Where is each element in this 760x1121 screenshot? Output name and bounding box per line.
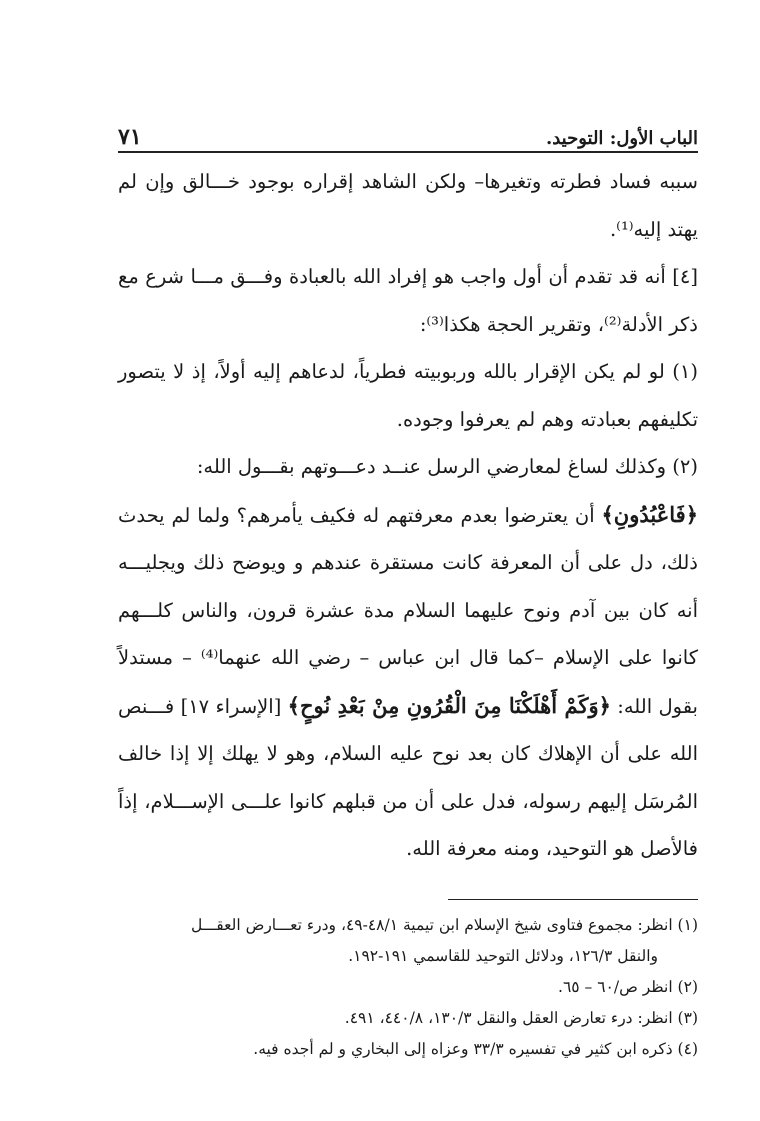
paragraph-5-text-cont: [الإسراء ١٧] فـــنص الله على أن الإهلاك كان بعد نوح عليه السلام، وهو لا يهلك إلا إذا خالف المُرسَل إليهم رسوله، فدل على أن من قبلهم كانوا علـــى الإســـلام، إذاً فالأصل هو التوحيد، ومنه معرفة الله.: [118, 694, 698, 860]
footnote-1: (١) انظر: مجموع فتاوى شيخ الإسلام ابن تيمية ٤٨/١-٤٩، ودرء تعـــارض العقـــل: [190, 915, 698, 934]
footnote-rule: [448, 899, 698, 900]
chapter-title: الباب الأول: التوحيد.: [545, 128, 698, 149]
footnote-3: (٣) انظر: درء تعارض العقل والنقل ١٣٠/٣، ٤٤٠/٨، ٤٩١.: [344, 1008, 698, 1027]
main-text: [118, 158, 698, 873]
paragraph-1: سببه فساد فطرته وتغيرها– ولكن الشاهد إقراره بوجود خـــالق وإن لم يهتد إليه⁽¹⁾.: [118, 170, 698, 241]
quran-verse-2: ﴿وَكَمْ أَهْلَكْنَا مِنَ الْقُرُونِ مِنْ بَعْدِ نُوحٍ﴾: [287, 692, 611, 718]
paragraph-5: [118, 491, 698, 873]
page-number: ٧١: [118, 124, 142, 150]
paragraph-5-text: أن يعترضوا بعدم معرفتهم له فكيف يأمرهم؟ ولما لم يحدث ذلك، دل على أن المعرفة كانت مستقرة عندهم و ويوضح ذلك ويجليـــه أنه كان بين آدم ونوح عليهما السلام مدة عشرة قرون، والناس كلـــهم كانوا على الإسلام –كما قال ابن عباس – رضي الله عنهما⁽⁴⁾ – مستدلاً بقول الله:: [118, 503, 698, 718]
paragraph-4: (٢) وكذلك لساغ لمعارضي الرسل عنــد دعـــوتهم بقـــول الله:: [196, 455, 698, 478]
header-rule: [118, 151, 698, 153]
book-page: [118, 118, 698, 1065]
paragraph-2: [٤] أنه قد تقدم أن أول واجب هو إفراد الله بالعبادة وفـــق مـــا شرع مع ذكر الأدلة⁽²⁾، وتقرير الحجة هكذا⁽³⁾:: [118, 265, 698, 336]
quran-verse-1: ﴿فَاعْبُدُونِ﴾: [601, 501, 698, 527]
footnote-4: (٤) ذكره ابن كثير في تفسيره ٣٣/٣ وعزاه إلى البخاري و لم أجده فيه.: [253, 1039, 698, 1058]
paragraph-3: (١) لو لم يكن الإقرار بالله وربوبيته فطرياً، لدعاهم إليه أولاً، إذ لا يتصور تكليفهم بعبادته وهم لم يعرفوا وجوده.: [118, 360, 698, 431]
footnote-2: (٢) انظر ص/٦٠ – ٦٥.: [558, 977, 698, 996]
footnotes: [118, 910, 698, 1065]
running-header: [118, 118, 698, 152]
footnote-1-cont: والنقل ١٢٦/٣، ودلائل التوحيد للقاسمي ١٩١-١٩٢.: [348, 946, 658, 965]
